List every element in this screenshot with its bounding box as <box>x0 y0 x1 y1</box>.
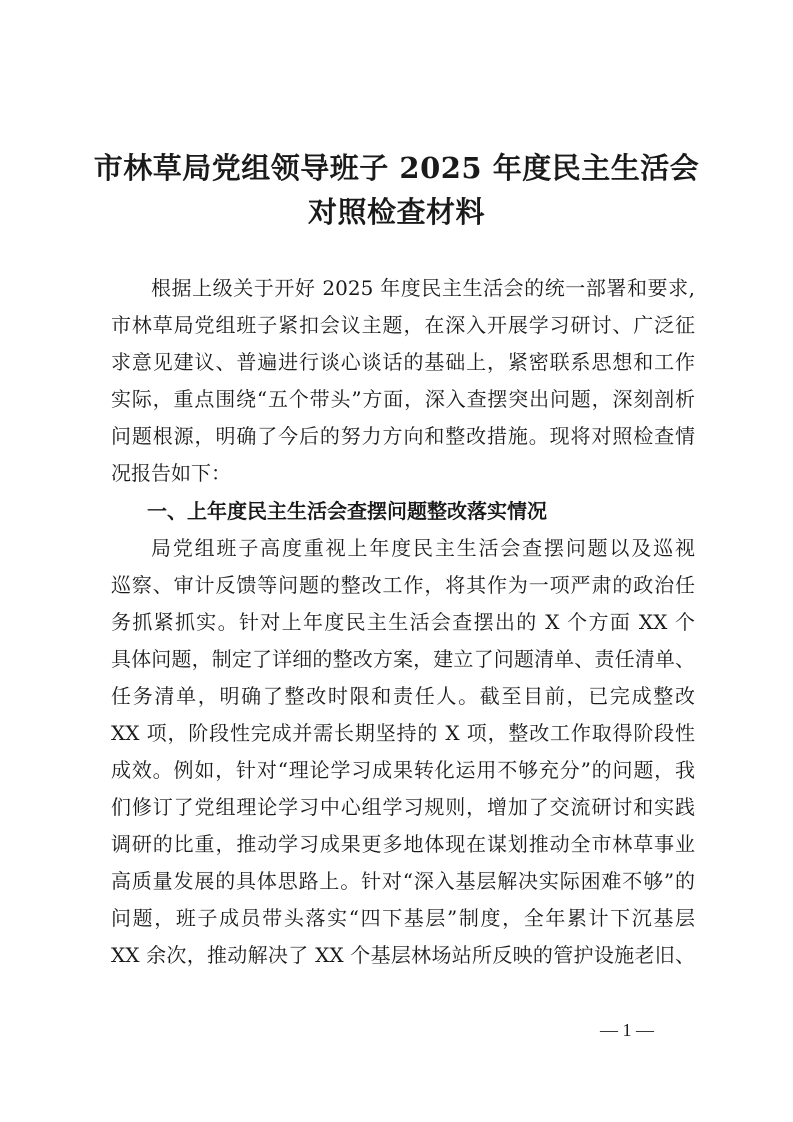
section-line: 具体问题，制定了详细的整改方案，建立了问题清单、责任清单、 <box>111 647 695 671</box>
intro-line: 问题根源，明确了今后的努力方向和整改措施。现将对照检查情 <box>111 424 695 448</box>
section-line: 调研的比重，推动学习成果更多地体现在谋划推动全市林草事业 <box>111 832 695 856</box>
document-body <box>111 270 695 974</box>
section-line: XX 项，阶段性完成并需长期坚持的 X 项，整改工作取得阶段性 <box>111 721 695 745</box>
page-number: — 1 — <box>600 1020 654 1040</box>
intro-line: 况报告如下： <box>111 461 231 485</box>
document-title-line-1: 市林草局党组领导班子 2025 年度民主生活会 <box>93 151 700 185</box>
section-line: XX 余次，推动解决了 XX 个基层林场站所反映的管护设施老旧、 <box>111 943 695 967</box>
section-heading: 一、上年度民主生活会查摆问题整改落实情况 <box>147 499 547 523</box>
intro-line: 实际，重点围绕“五个带头”方面，深入查摆突出问题，深刻剖析 <box>111 387 695 411</box>
intro-line: 市林草局党组班子紧扣会议主题，在深入开展学习研讨、广泛征 <box>111 313 695 337</box>
section-line: 高质量发展的具体思路上。针对“深入基层解决实际困难不够”的 <box>111 869 695 893</box>
section-line: 务抓紧抓实。针对上年度民主生活会查摆出的 X 个方面 XX 个 <box>111 610 695 634</box>
section-line: 成效。例如，针对“理论学习成果转化运用不够充分”的问题，我 <box>111 758 695 782</box>
section-line: 们修订了党组理论学习中心组学习规则，增加了交流研讨和实践 <box>111 795 695 819</box>
document-title-line-2: 对照检查材料 <box>307 195 485 229</box>
section-line: 巡察、审计反馈等问题的整改工作，将其作为一项严肃的政治任 <box>111 573 695 597</box>
section-line: 问题，班子成员带头落实“四下基层”制度，全年累计下沉基层 <box>111 906 695 930</box>
intro-line: 根据上级关于开好 2025 年度民主生活会的统一部署和要求, <box>151 276 695 300</box>
section-line: 任务清单，明确了整改时限和责任人。截至目前，已完成整改 <box>111 684 695 708</box>
intro-line: 求意见建议、普遍进行谈心谈话的基础上，紧密联系思想和工作 <box>111 350 695 374</box>
section-line: 局党组班子高度重视上年度民主生活会查摆问题以及巡视 <box>151 536 695 560</box>
